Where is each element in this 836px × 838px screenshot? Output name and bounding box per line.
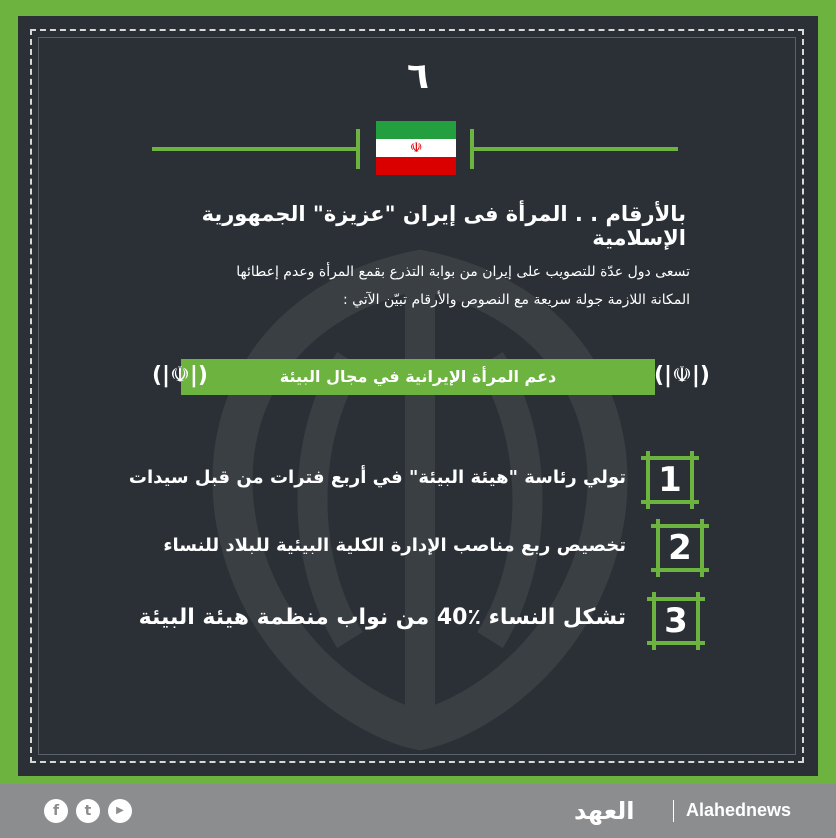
intro-line: تسعى دول عدّة للتصويب على إيران من بوابة التذرع بقمع المرأة وعدم إعطائها <box>236 264 690 280</box>
item-number: 2 <box>668 528 692 568</box>
divider-right <box>472 147 678 151</box>
item-number: 3 <box>664 601 688 641</box>
twitter-icon[interactable]: t <box>76 799 100 823</box>
brand-name: Alahednews <box>686 800 792 820</box>
page-title: بالأرقام . . المرأة فى إيران "عزيزة" الجمهورية الإسلامية <box>201 202 686 250</box>
item-number-badge <box>646 456 694 504</box>
item-number-badge <box>656 524 704 572</box>
divider-cap-left <box>356 129 360 169</box>
intro-text <box>130 258 690 314</box>
list-item: تخصيص ربع مناصب الإدارة الكلية البيئية للبلاد للنساء <box>163 535 626 556</box>
brand-separator <box>673 800 674 822</box>
intro-line: المكانة اللازمة جولة سريعة مع النصوص والأرقام تبيّن الآتي : <box>342 292 690 308</box>
facebook-icon[interactable]: f <box>44 799 68 823</box>
section-banner-label: دعم المرأة الإيرانية في مجال البيئة <box>279 367 557 386</box>
divider-left <box>152 147 358 151</box>
brand-logo-arabic: العهد <box>574 797 635 825</box>
list-item: تولي رئاسة "هيئة البيئة" في أربع فترات من قبل سيدات <box>128 467 626 488</box>
item-number: 1 <box>658 460 682 500</box>
iran-flag-icon: ☫ <box>376 121 456 175</box>
item-number-badge <box>652 597 700 645</box>
list-item: تشكل النساء ٪40 من نواب منظمة هيئة البيئة <box>138 605 626 630</box>
iran-emblem-icon <box>150 240 690 760</box>
divider-cap-right <box>470 129 474 169</box>
emblem-ornament-icon: (|☫|) <box>152 363 208 388</box>
page-number: ٦ <box>407 56 429 97</box>
youtube-icon[interactable]: ▶ <box>108 799 132 823</box>
emblem-ornament-icon: (|☫|) <box>654 363 710 388</box>
